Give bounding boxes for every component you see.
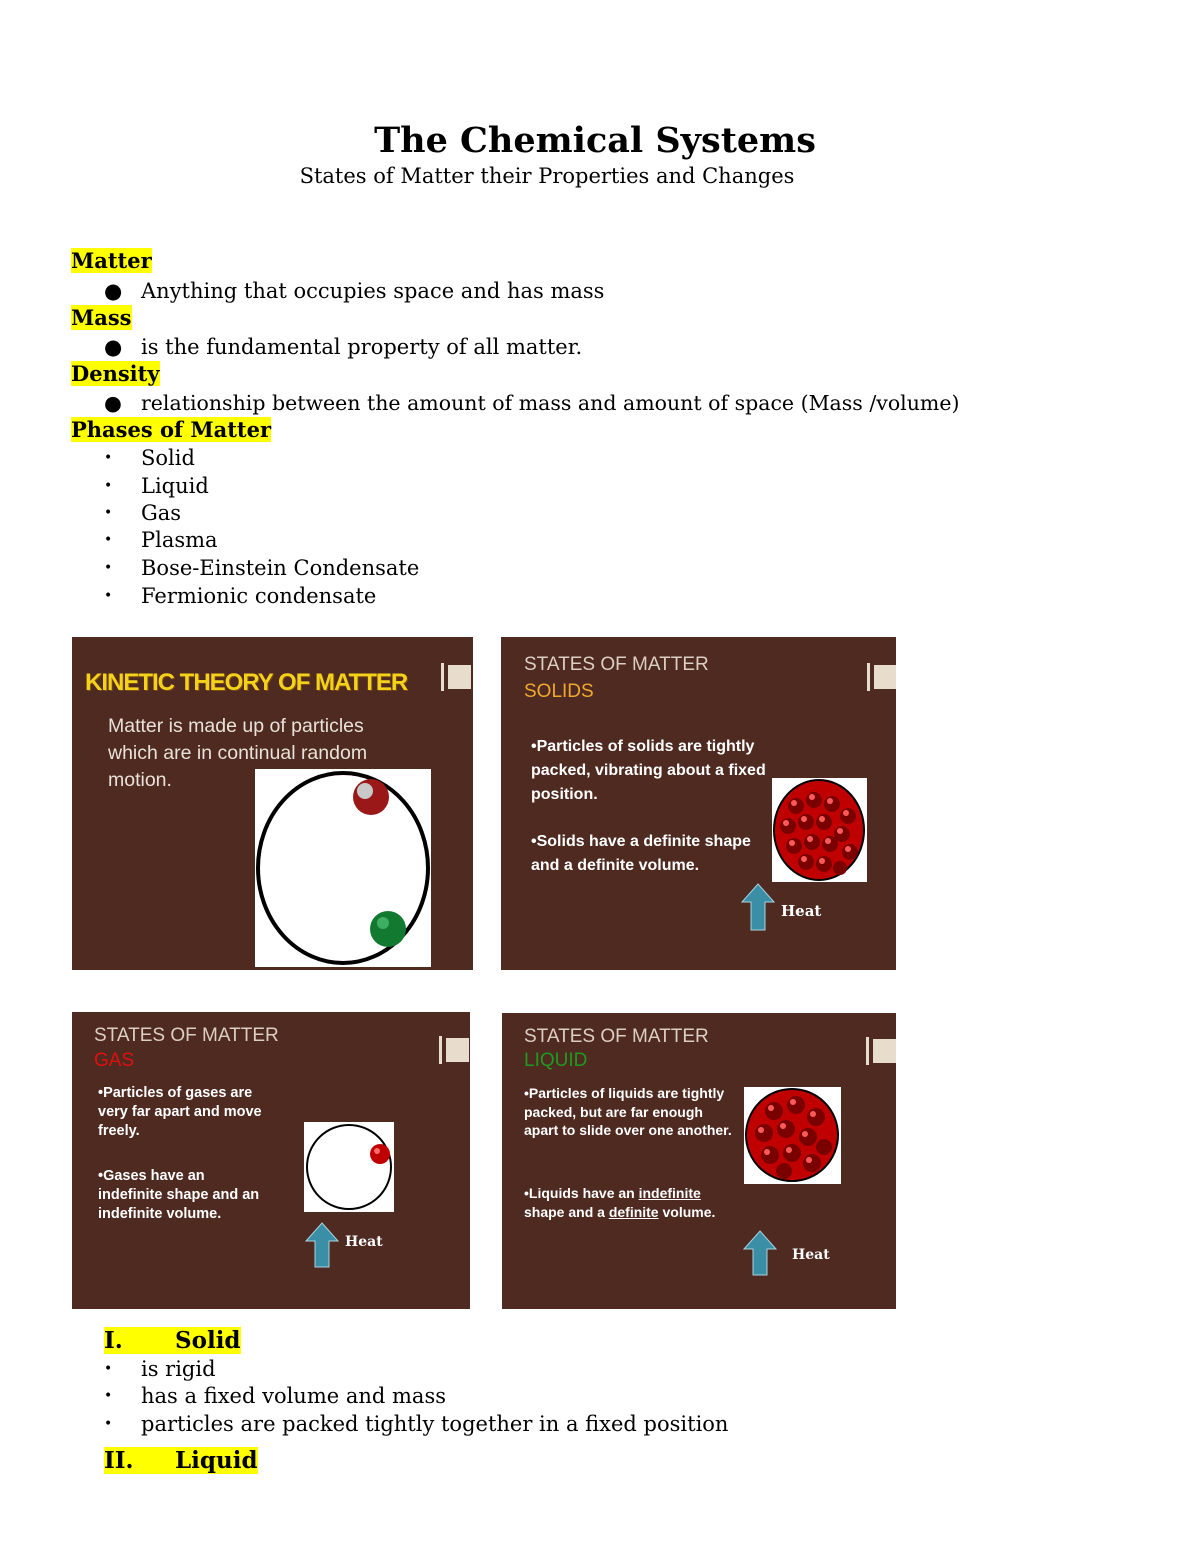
section-heading-liquid: II. Liquid [104, 1447, 258, 1474]
heat-arrow-icon [304, 1221, 340, 1269]
slide-tab-icon [866, 1037, 896, 1065]
phase-item: • Gas [104, 501, 182, 525]
slide-tab-icon [441, 663, 471, 691]
phase-item: • Plasma [104, 528, 218, 552]
document-subtitle: States of Matter their Properties and Changes [299, 164, 795, 188]
slide-gas-heading: STATES OF MATTER [94, 1025, 279, 1046]
term-density: Density [71, 361, 160, 386]
solid-particles-diagram [772, 778, 867, 882]
slide-liquid-point2: •Liquids have an indefinite shape and a definite volume. [524, 1185, 716, 1220]
slide-gas-point2: •Gases have an indefinite shape and an indefinite volume. [98, 1168, 260, 1222]
bullet-icon: • [104, 1361, 113, 1377]
slide-tab-icon [867, 663, 896, 691]
sparse-particles-icon [304, 1122, 394, 1212]
section-solid-item: • has a fixed volume and mass [104, 1384, 447, 1408]
bullet-icon: • [104, 1416, 113, 1432]
gas-particles-diagram [304, 1122, 394, 1212]
liquid-particles-diagram [744, 1087, 841, 1184]
slide-kinetic-title: KINETIC THEORY OF MATTER [85, 669, 408, 696]
heat-label: Heat [345, 1234, 383, 1250]
section-solid-item: • particles are packed tightly together in a fixed position [104, 1412, 729, 1436]
slide-kinetic-theory [72, 637, 473, 970]
particle-container-icon [255, 769, 431, 967]
slide-gas [72, 1012, 470, 1309]
phase-item: • Fermionic condensate [104, 584, 377, 608]
slide-liquid-subheading: LIQUID [524, 1050, 588, 1071]
slide-kinetic-text: Matter is made up of particles which are in continual random motion. [108, 715, 368, 791]
section-solid-item: • is rigid [104, 1357, 216, 1381]
heat-label: Heat [792, 1247, 830, 1263]
phase-item: • Bose-Einstein Condensate [104, 556, 420, 580]
definition-matter: ● Anything that occupies space and has mass [104, 279, 605, 303]
bullet-icon: ● [104, 335, 123, 359]
slide-tab-icon [439, 1036, 469, 1064]
phase-item: • Liquid [104, 474, 209, 498]
bullet-icon: • [104, 532, 113, 548]
loose-particles-icon [744, 1087, 841, 1184]
heat-arrow-icon [742, 1229, 778, 1277]
bullet-icon: • [104, 450, 113, 466]
bullet-icon: ● [104, 391, 122, 415]
term-matter: Matter [71, 248, 152, 273]
slide-solids-point1: •Particles of solids are tightly packed, vibrating about a fixed position. [531, 738, 766, 803]
phase-item: • Solid [104, 446, 195, 470]
slide-solids-point2: •Solids have a definite shape and a definite volume. [531, 833, 751, 874]
bullet-icon: • [104, 560, 113, 576]
phases-heading: Phases of Matter [71, 417, 272, 442]
heat-arrow-icon [740, 882, 776, 932]
definition-density: ● relationship between the amount of mass and amount of space (Mass /volume) [104, 391, 960, 415]
slide-gas-point1: •Particles of gases are very far apart and move freely. [98, 1085, 262, 1139]
document-title: The Chemical Systems [374, 120, 816, 161]
bullet-icon: • [104, 478, 113, 494]
definition-mass: ● is the fundamental property of all matter. [104, 335, 583, 359]
particle-motion-diagram [255, 769, 431, 967]
heat-label: Heat [781, 902, 822, 920]
slide-solids-heading: STATES OF MATTER [524, 654, 709, 675]
slide-liquid-heading: STATES OF MATTER [524, 1026, 709, 1047]
slide-gas-subheading: GAS [94, 1050, 135, 1071]
slide-solids [501, 637, 896, 970]
bullet-icon: • [104, 505, 113, 521]
slide-liquid-point1: •Particles of liquids are tightly packed, but are far enough apart to slide over one another. [524, 1085, 732, 1138]
term-mass: Mass [71, 305, 132, 330]
bullet-icon: • [104, 1388, 113, 1404]
section-heading-solid: I. Solid [104, 1327, 241, 1354]
bullet-icon: ● [104, 279, 123, 303]
slide-liquid [502, 1013, 896, 1309]
bullet-icon: • [104, 588, 113, 604]
packed-particles-icon [772, 778, 867, 882]
slide-solids-subheading: SOLIDS [524, 681, 594, 702]
